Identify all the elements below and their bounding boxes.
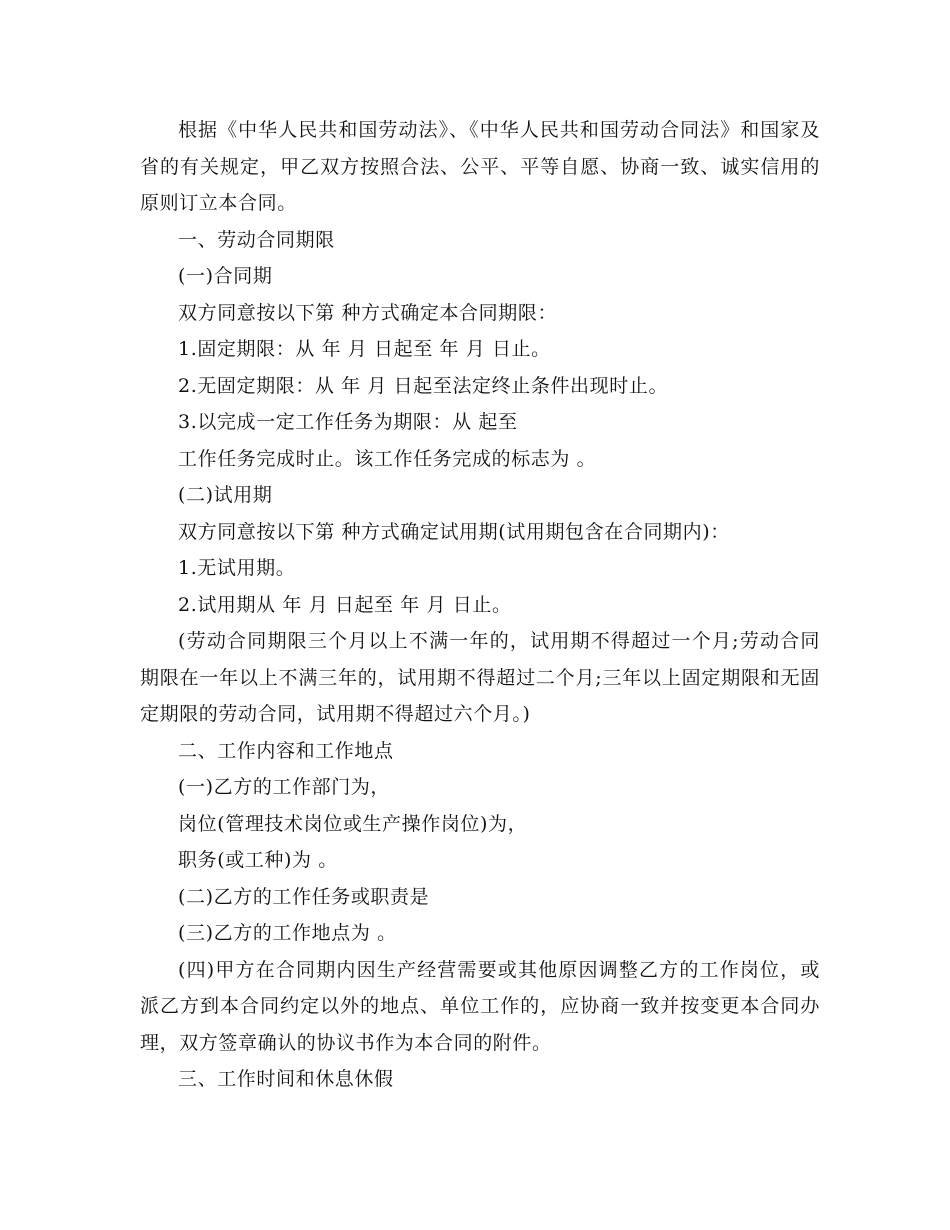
- probation-choice-text: 双方同意按以下第 种方式确定试用期(试用期包含在合同期内)：: [178, 520, 730, 543]
- fixed-term-clause: 1.固定期限：从 年 月 日起至 年 月 日止。: [178, 338, 551, 360]
- section-heading-work: 二、工作内容和工作地点: [178, 739, 394, 762]
- subsection-heading-contract-period: (一)合同期: [178, 265, 273, 287]
- section-heading-hours: 三、工作时间和休息休假: [178, 1068, 394, 1090]
- probation-dates-clause: 2.试用期从 年 月 日起至 年 月 日止。: [178, 593, 512, 616]
- contract-body: [140, 112, 820, 1098]
- contract-period-choice-text: 双方同意按以下第 种方式确定本合同期限：: [178, 301, 558, 324]
- section-heading-term: 一、劳动合同期限: [178, 228, 335, 251]
- probation-note-paragraph: (劳动合同期限三个月以上不满一年的，试用期不得超过一个月;劳动合同期限在一年以上不满三年的，试用期不得超过二个月;三年以上固定期限和无固定期限的劳动合同，试用期不得超过六个月。): [140, 630, 820, 725]
- no-probation-clause: 1.无试用期。: [178, 557, 296, 579]
- intro-paragraph: 根据《中华人民共和国劳动法》、《中华人民共和国劳动合同法》和国家及省的有关规定，甲乙双方按照合法、公平、平等自愿、协商一致、诚实信用的原则订立本合同。: [140, 119, 820, 214]
- task-term-end-clause: 工作任务完成时止。该工作任务完成的标志为 。: [178, 447, 597, 470]
- work-post-clause: 岗位(管理技术岗位或生产操作岗位)为，: [178, 812, 528, 835]
- task-term-clause: 3.以完成一定工作任务为期限：从 起至: [178, 411, 518, 433]
- open-term-clause: 2.无固定期限：从 年 月 日起至法定终止条件出现时止。: [178, 374, 669, 397]
- work-location-clause: (三)乙方的工作地点为 。: [178, 922, 397, 944]
- work-adjustment-paragraph: (四)甲方在合同期内因生产经营需要或其他原因调整乙方的工作岗位，或派乙方到本合同约定以外的地点、单位工作的，应协商一致并按变更本合同办理，双方签章确认的协议书作为本合同的附件。: [140, 958, 820, 1054]
- work-duties-clause: (二)乙方的工作任务或职责是: [178, 885, 430, 908]
- subsection-heading-probation: (二)试用期: [178, 484, 273, 506]
- work-position-clause: 职务(或工种)为 。: [178, 849, 338, 871]
- work-department-clause: (一)乙方的工作部门为，: [178, 776, 391, 798]
